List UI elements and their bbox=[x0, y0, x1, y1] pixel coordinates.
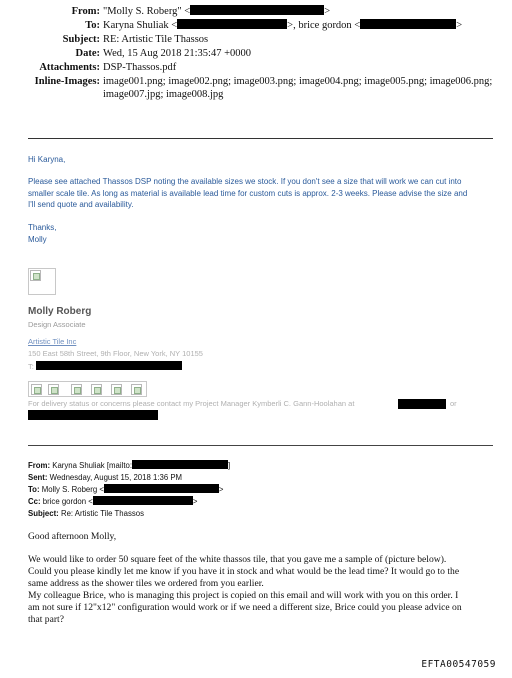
original-message-divider bbox=[28, 445, 493, 446]
to-value: Karyna Shuliak < >, brice gordon < > bbox=[103, 20, 463, 31]
redaction-bar bbox=[190, 5, 324, 15]
body-line: am not sure if 12"x12" configuration would work or if we need a different size, Brice could you please advice on bbox=[28, 602, 462, 613]
original-cc-row: Cc: brice gordon < > bbox=[28, 497, 198, 506]
reply-thanks: Thanks, bbox=[28, 223, 57, 232]
subject-label: Subject: bbox=[62, 34, 100, 45]
broken-image-icon bbox=[48, 384, 59, 395]
broken-image-icon bbox=[131, 384, 142, 395]
reply-name: Molly bbox=[28, 234, 47, 244]
reply-greeting: Hi Karyna, bbox=[28, 155, 66, 164]
body-line: We would like to order 50 square feet of the white thassos tile, that you gave me a sample of (picture below). bbox=[28, 554, 447, 565]
redaction-bar bbox=[36, 361, 182, 370]
to-label: To: bbox=[85, 20, 100, 31]
body-line: My colleague Brice, who is managing this project is copied on this email and will work with you on this order. I bbox=[28, 590, 459, 601]
inline-images-value-line2: image007.jpg; image008.jpg bbox=[103, 89, 224, 100]
original-to-row: To: Molly S. Roberg < > bbox=[28, 485, 224, 494]
from-label: From: bbox=[71, 6, 100, 17]
document-id: EFTA00547059 bbox=[421, 659, 496, 670]
broken-image-icon bbox=[31, 384, 42, 395]
broken-image-icon bbox=[71, 384, 82, 395]
date-label: Date: bbox=[75, 48, 100, 59]
reply-paragraph-line: smaller scale tile. As long as material is available lead time for custom cuts is approx. 2-3 weeks. Please advise the size and bbox=[28, 188, 468, 198]
subject-value: RE: Artistic Tile Thassos bbox=[103, 34, 209, 45]
delivery-note: For delivery status or concerns please contact my Project Manager Kymberli C. Gann-Hoolahan at bbox=[28, 399, 355, 408]
inline-images-value-line1: image001.png; image002.png; image003.png; image004.png; image005.png; image006.png; bbox=[103, 76, 493, 87]
signature-address: 150 East 58th Street, 9th Floor, New York, NY 10155 bbox=[28, 349, 203, 358]
broken-image-icon bbox=[91, 384, 102, 395]
body-line: Could you please kindly let me know if you have it in stock and what would be the lead time? It would go to the bbox=[28, 566, 460, 577]
reply-paragraph-line: I'll send quote and availability. bbox=[28, 200, 134, 209]
redaction-bar bbox=[360, 19, 456, 29]
date-value: Wed, 15 Aug 2018 21:35:47 +0000 bbox=[103, 48, 251, 59]
body-line: same address as the shower tiles we ordered from you earlier. bbox=[28, 578, 264, 589]
signature-image-row bbox=[28, 381, 147, 397]
reply-paragraph-line: Please see attached Thassos DSP noting the available sizes we stock. If you don't see a size that will work we can cut into bbox=[28, 177, 462, 186]
redaction-bar bbox=[177, 19, 287, 29]
redaction-bar bbox=[93, 496, 193, 505]
signature-company-link[interactable]: Artistic Tile Inc bbox=[28, 337, 77, 346]
original-subject-row: Subject: Re: Artistic Tile Thassos bbox=[28, 509, 144, 518]
from-value: "Molly S. Roberg" < > bbox=[103, 6, 331, 17]
signature-phone: T: bbox=[28, 361, 182, 371]
body-line: that part? bbox=[28, 614, 64, 625]
original-from-row: From: Karyna Shuliak [mailto: ] bbox=[28, 461, 231, 470]
signature-logo-image bbox=[28, 268, 56, 295]
inline-images-label: Inline-Images: bbox=[34, 76, 100, 87]
attachments-label: Attachments: bbox=[39, 62, 100, 73]
redaction-bar bbox=[104, 484, 219, 493]
attachment-link[interactable]: DSP-Thassos.pdf bbox=[103, 62, 177, 73]
broken-image-icon bbox=[111, 384, 122, 395]
body-greeting: Good afternoon Molly, bbox=[28, 531, 117, 542]
redaction-bar bbox=[28, 410, 158, 420]
signature-name: Molly Roberg bbox=[28, 306, 92, 317]
signature-title: Design Associate bbox=[28, 320, 86, 329]
original-sent-row: Sent: Wednesday, August 15, 2018 1:36 PM bbox=[28, 473, 183, 482]
header-divider bbox=[28, 138, 493, 139]
broken-image-icon bbox=[30, 270, 41, 281]
delivery-or: or bbox=[450, 399, 457, 408]
redaction-bar bbox=[132, 460, 228, 469]
redaction-bar bbox=[398, 399, 446, 409]
